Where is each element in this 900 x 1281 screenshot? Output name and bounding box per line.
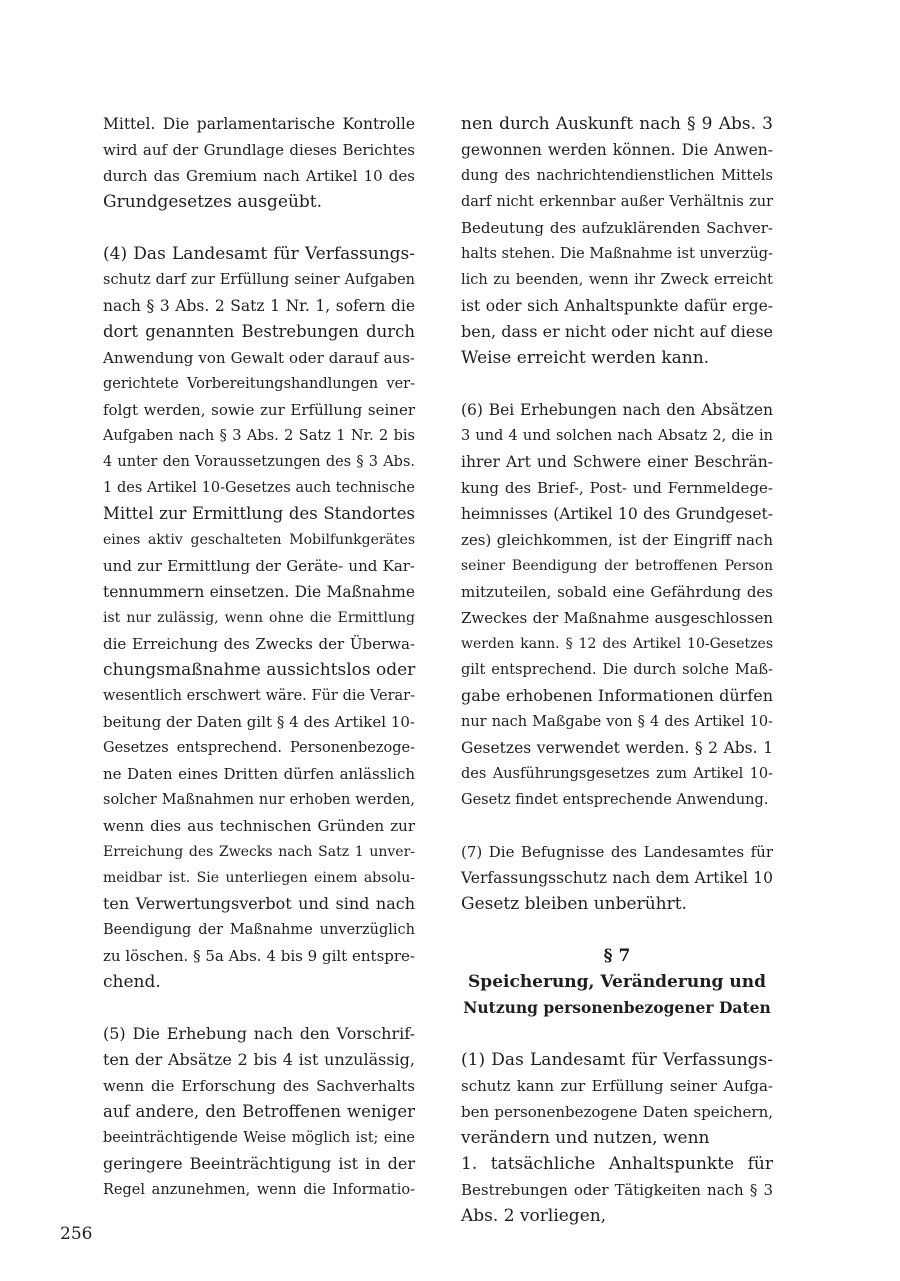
text-line: Gesetzes entsprechend. Personenbezoge- xyxy=(103,740,415,756)
paragraph-gap xyxy=(461,371,773,397)
page-number: 256 xyxy=(60,1224,93,1244)
paragraph-gap xyxy=(103,995,415,1021)
text-line: 4 unter den Voraussetzungen des § 3 Abs. xyxy=(103,454,415,470)
text-line: 3 und 4 und solchen nach Absatz 2, die in xyxy=(461,428,773,444)
text-line: ten der Absätze 2 bis 4 ist unzulässig, xyxy=(103,1050,415,1069)
text-line: Regel anzunehmen, wenn die Informatio- xyxy=(103,1182,415,1198)
paragraph-gap xyxy=(461,917,773,943)
text-line: Bestrebungen oder Tätigkeiten nach § 3 xyxy=(461,1181,773,1199)
text-line: des Ausführungsgesetzes zum Artikel 10- xyxy=(461,766,773,782)
text-line: Mittel. Die parlamentarische Kontrolle xyxy=(103,115,415,133)
text-line: (6) Bei Erhebungen nach den Absätzen xyxy=(461,401,773,419)
text-line: Abs. 2 vorliegen, xyxy=(461,1206,607,1226)
text-line: ben personenbezogene Daten speichern, xyxy=(461,1103,773,1121)
text-line: schutz darf zur Erfüllung seiner Aufgaben xyxy=(103,272,415,288)
text-line: Erreichung des Zwecks nach Satz 1 unver- xyxy=(103,844,415,860)
text-line: ben, dass er nicht oder nicht auf diese xyxy=(461,322,773,341)
right-column-bottom xyxy=(461,1021,773,1229)
section-title-line-2: Nutzung personenbezogener Daten xyxy=(463,998,771,1017)
text-line: beitung der Daten gilt § 4 des Artikel 10- xyxy=(103,713,415,731)
right-column-top xyxy=(461,111,773,943)
section-title-line-1: Speicherung, Veränderung und xyxy=(468,972,766,992)
text-line: gewonnen werden können. Die Anwen- xyxy=(461,141,773,159)
text-line: Weise erreicht werden kann. xyxy=(461,348,710,368)
left-column xyxy=(103,111,415,1203)
text-line: auf andere, den Betroffenen weniger xyxy=(103,1102,415,1121)
text-line: seiner Beendigung der betroffenen Person xyxy=(461,558,773,574)
text-line: (5) Die Erhebung nach den Vorschrif- xyxy=(103,1024,415,1043)
text-line: dung des nachrichtendienstlichen Mittels xyxy=(461,168,773,184)
text-line: kung des Brief-, Post- und Fernmeldege- xyxy=(461,479,773,497)
text-line: gerichtete Vorbereitungshandlungen ver- xyxy=(103,376,415,392)
text-line: gilt entsprechend. Die durch solche Maß- xyxy=(461,662,773,678)
text-line: Aufgaben nach § 3 Abs. 2 Satz 1 Nr. 2 bis xyxy=(103,428,415,444)
text-line: wird auf der Grundlage dieses Berichtes xyxy=(103,141,415,159)
text-line: ne Daten eines Dritten dürfen anlässlich xyxy=(103,765,415,783)
text-line: darf nicht erkennbar außer Verhältnis zur xyxy=(461,194,773,210)
paragraph-gap xyxy=(103,215,415,241)
text-line: Gesetz findet entsprechende Anwendung. xyxy=(461,792,769,808)
text-line: geringere Beeinträchtigung ist in der xyxy=(103,1154,415,1173)
text-line: ist oder sich Anhaltspunkte dafür erge- xyxy=(461,297,773,315)
text-line: solcher Maßnahmen nur erhoben werden, xyxy=(103,792,415,808)
text-line: zes) gleichkommen, ist der Eingriff nach xyxy=(461,531,773,549)
text-line: 1 des Artikel 10-Gesetzes auch technische xyxy=(103,480,415,496)
text-line: die Erreichung des Zwecks der Überwa- xyxy=(103,635,415,653)
text-line: beeinträchtigende Weise möglich ist; eine xyxy=(103,1130,415,1146)
text-line: heimnisses (Artikel 10 des Grundgeset- xyxy=(461,505,773,523)
text-line: chungsmaßnahme aussichtslos oder xyxy=(103,660,416,680)
text-line: wenn dies aus technischen Gründen zur xyxy=(103,817,415,835)
text-line: eines aktiv geschalteten Mobilfunkgerätes xyxy=(103,532,415,548)
text-line: (7) Die Befugnisse des Landesamtes für xyxy=(461,843,773,861)
text-line: meidbar ist. Sie unterliegen einem absolu- xyxy=(103,870,415,886)
text-line: gabe erhobenen Informationen dürfen xyxy=(461,686,773,705)
text-line: Grundgesetzes ausgeübt. xyxy=(103,192,323,212)
text-line: wesentlich erschwert wäre. Für die Verar- xyxy=(103,688,415,704)
text-line: halts stehen. Die Maßnahme ist unverzüg- xyxy=(461,246,773,262)
text-line: tennummern einsetzen. Die Maßnahme xyxy=(103,583,415,601)
text-line: folgt werden, sowie zur Erfüllung seiner xyxy=(103,401,415,419)
section-number: § 7 xyxy=(603,946,631,966)
text-line: Anwendung von Gewalt oder darauf aus- xyxy=(103,349,415,367)
section-heading xyxy=(461,943,773,1021)
paragraph-gap xyxy=(461,813,773,839)
paragraph-gap xyxy=(461,1021,773,1047)
text-line: (1) Das Landesamt für Verfassungs- xyxy=(461,1050,773,1070)
text-line: nach § 3 Abs. 2 Satz 1 Nr. 1, sofern die xyxy=(103,297,415,315)
text-line: (4) Das Landesamt für Verfassungs- xyxy=(103,244,415,264)
text-line: zu löschen. § 5a Abs. 4 bis 9 gilt entspre- xyxy=(103,947,415,965)
text-line: werden kann. § 12 des Artikel 10-Gesetzes xyxy=(461,636,773,652)
text-line: Verfassungsschutz nach dem Artikel 10 xyxy=(461,869,773,887)
text-line: nur nach Maßgabe von § 4 des Artikel 10- xyxy=(461,714,773,730)
text-line: lich zu beenden, wenn ihr Zweck erreicht xyxy=(461,272,773,288)
text-line: Mittel zur Ermittlung des Standortes xyxy=(103,504,415,523)
text-line: ist nur zulässig, wenn ohne die Ermittlung xyxy=(103,610,415,626)
text-line: nen durch Auskunft nach § 9 Abs. 3 xyxy=(461,114,773,134)
text-line: 1. tatsächliche Anhaltspunkte für xyxy=(461,1154,773,1174)
text-line: verändern und nutzen, wenn xyxy=(461,1128,710,1148)
text-line: mitzuteilen, sobald eine Gefährdung des xyxy=(461,583,773,601)
text-line: Beendigung der Maßnahme unverzüglich xyxy=(103,922,415,938)
text-line: dort genannten Bestrebungen durch xyxy=(103,322,415,341)
text-line: wenn die Erforschung des Sachverhalts xyxy=(103,1077,415,1095)
text-line: Gesetz bleiben unberührt. xyxy=(461,894,687,914)
text-line: chend. xyxy=(103,972,161,992)
text-line: durch das Gremium nach Artikel 10 des xyxy=(103,167,415,185)
text-line: Bedeutung des aufzuklärenden Sachver- xyxy=(461,219,773,237)
text-line: Zweckes der Maßnahme ausgeschlossen xyxy=(461,609,773,627)
text-line: ten Verwertungsverbot und sind nach xyxy=(103,894,415,913)
text-line: ihrer Art und Schwere einer Beschrän- xyxy=(461,453,773,471)
text-line: Gesetzes verwendet werden. § 2 Abs. 1 xyxy=(461,739,773,757)
right-column xyxy=(461,111,773,1229)
text-line: und zur Ermittlung der Geräte- und Kar- xyxy=(103,557,415,575)
text-line: schutz kann zur Erfüllung seiner Aufga- xyxy=(461,1077,773,1095)
